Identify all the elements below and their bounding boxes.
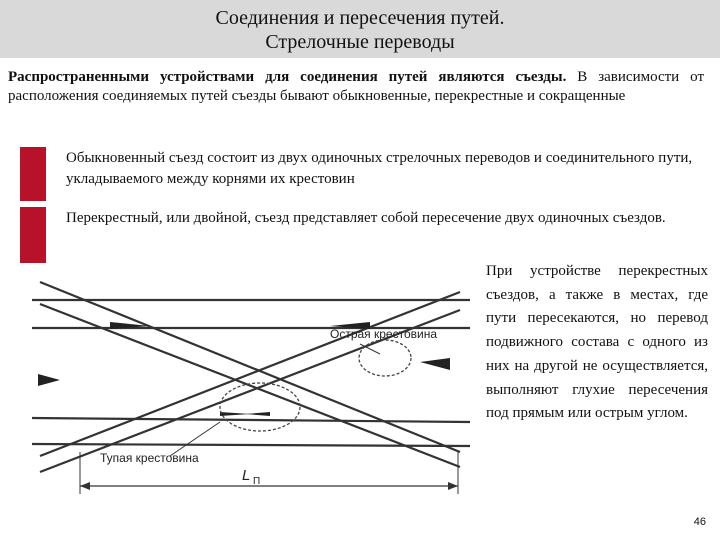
side-paragraph: При устройстве перекрестных съездов, а также в местах, где пути пересекаются, но перевод подвижного состава с одного из них на другой не осуществляется, выполняют глухие пересечения под прямым или острым углом. — [486, 263, 708, 422]
label-length-sub: П — [253, 476, 261, 487]
page-number: 46 — [693, 516, 706, 528]
slide-header — [0, 0, 720, 58]
crossover-diagram — [20, 262, 470, 502]
slide-title-line2: Стрелочные переводы — [265, 31, 455, 53]
label-blunt-frog: Тупая крестовина — [100, 451, 199, 465]
slide-title-line1: Соединения и пересечения путей. — [215, 7, 505, 29]
bullet-text-1: Обыкновенный съезд состоит из двух одиночных стрелочных переводов и соединительного пути, укладываемого между корнями их крестовин — [66, 150, 693, 187]
label-sharp-frog: Острая крестовина — [330, 327, 438, 341]
bullet-text-2: Перекрестный, или двойной, съезд представляет собой пересечение двух одиночных съездов. — [66, 210, 666, 226]
bullet-bar-1 — [20, 147, 46, 201]
bullet-bar-2 — [20, 207, 46, 263]
intro-bold-sentence: Распространенными устройствами для соединения путей являются съезды. — [8, 69, 567, 85]
label-length: L — [242, 467, 251, 484]
intro-text: В зависимости от расположения соединяемых путей съезды бывают обыкновенные, перекрестные и сокращенные — [8, 69, 704, 104]
intro-paragraph — [8, 68, 704, 106]
